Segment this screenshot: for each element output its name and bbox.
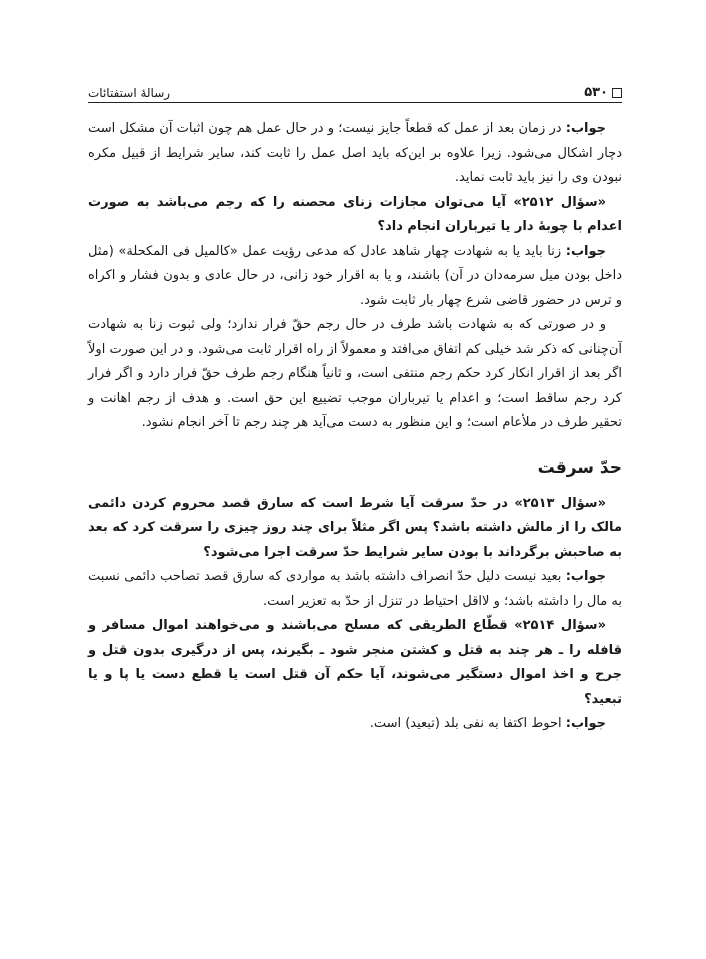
answer-label: جواب: [565, 243, 606, 259]
answer-paragraph [88, 712, 622, 737]
answer-text: بعید نیست دلیل حدّ انصراف داشته باشد به مواردی که سارق قصد تصاحب دائمی نسبت به مال را داشته باشد؛ و لااقل احتیاط در تنزل از حدّ به تعزیر است. [88, 569, 622, 609]
question-2512: «سؤال ۲۵۱۲» آیا می‌توان مجازات زنای محصنه را که رجم می‌باشد به صورت اعدام با چوبۀ دار یا تیرباران انجام داد؟ [88, 194, 622, 234]
question-2513: «سؤال ۲۵۱۳» در حدّ سرقت آیا شرط است که سارق قصد محروم کردن دائمی مالک را از مالش داشته باشد؟ پس اگر مثلاً برای چند روز چیزی را سرقت کرد که بعد به صاحبش برگرداند با بودن سایر شرایط حدّ سرقت اجرا می‌شود؟ [88, 495, 622, 560]
answer-paragraph [88, 240, 622, 314]
answer-label: جواب: [565, 569, 606, 584]
answer-label: جواب: [565, 121, 606, 136]
answer-paragraph [88, 117, 622, 191]
page-number-group [584, 85, 622, 100]
running-header [88, 74, 622, 103]
square-bullet-icon [612, 88, 622, 98]
question-2514: «سؤال ۲۵۱۴» قطّاع الطریقی که مسلح می‌باشند و می‌خواهند اموال مسافر و قافله را ـ هر چند به قتل و کشتن منجر شود ـ بگیرند، پس از درگیری بدون قتل و جرح و اخذ اموال دستگیر می‌شوند، آیا حکم آن قتل است یا قطع دست یا پا و یا تبعید؟ [88, 618, 622, 707]
answer-continuation: و در صورتی که به شهادت باشد طرف در حال رجم حقّ فرار ندارد؛ ولی ثبوت زنا به شهادت آن‌چنانی که ذکر شد خیلی کم اتفاق می‌افتد و معمولاً از راه اقرار ثابت می‌شود. و در این صورت اولاً اگر بعد از اقرار انکار کرد حکم رجم منتفی است، و ثانیاً هنگام رجم طرف حقّ فرار دارد و اگر فرار کرد رجم ساقط است؛ و اعدام یا تیرباران موجب تضییع این حق است. و هدف از رجم اهانت و تحقیر طرف در ملأعام است؛ و این منظور به دست می‌آید هر چند رجم تا آخر انجام نشود. [88, 317, 622, 430]
answer-text: احوط اکتفا به نفی بلد (تبعید) است. [369, 716, 562, 731]
answer-text: زنا باید یا به شهادت چهار شاهد عادل که مدعی رؤیت عمل «کالمیل فی المکحلة» (مثل داخل بودن میل سرمه‌دان در آن) باشند، و یا به اقرار خود زانی، در حال عادی و بدون فشار و اکراه و ترس در حضور قاضی شرع چهار بار ثابت شود. [88, 243, 622, 308]
section-title: حدّ سرقت [537, 457, 622, 478]
text-content [88, 117, 622, 737]
page-number: ۵۳۰ [584, 85, 608, 100]
page-body [88, 74, 622, 737]
answer-label: جواب: [565, 716, 606, 731]
answer-text: در زمان بعد از عمل که قطعاً جایز نیست؛ و در حال عمل هم چون اثبات آن مشکل است دچار اشکال می‌شود. زیرا علاوه بر این‌که باید اصل عمل را ثابت کند، سایر شرایط از قبیل مکره نبودن وی را نیز باید ثابت نماید. [88, 121, 622, 185]
book-title: رسالۀ استفتائات [88, 86, 171, 100]
answer-paragraph [88, 565, 622, 614]
